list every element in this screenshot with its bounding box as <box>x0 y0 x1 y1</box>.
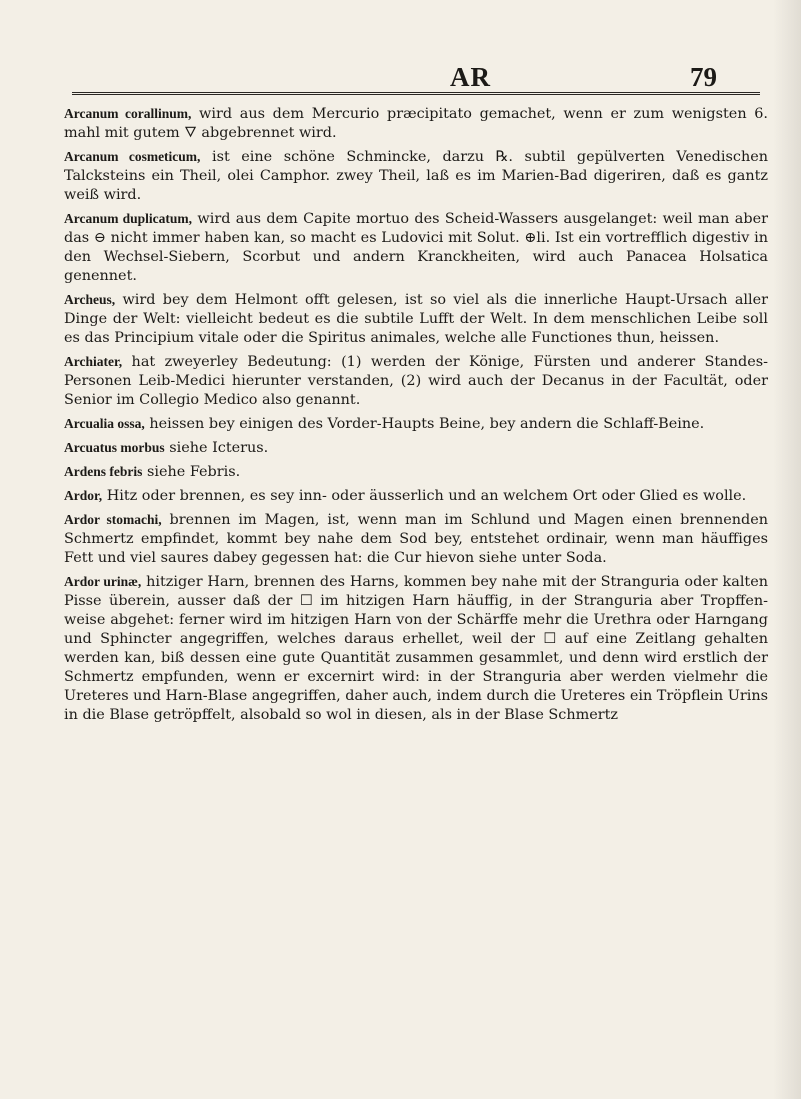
entry-lemma: Ardor, <box>64 488 103 503</box>
page-edge-shadow <box>773 0 801 1099</box>
entry-archeus <box>64 290 768 348</box>
entry-lemma: Archiater, <box>64 354 123 369</box>
entry-ardor-stomachi <box>64 510 768 568</box>
entry-lemma: Archeus, <box>64 292 116 307</box>
entry-text: heissen bey einigen des Vorder-Haupts Beine, bey andern die Schlaff-Beine. <box>149 416 705 432</box>
entry-lemma: Arcanum corallinum, <box>64 106 192 121</box>
entry-text: wird aus dem Capite mortuo des Scheid-Wassers ausgelanget: weil man aber das ⊖ nicht immer haben kan, so macht es Ludovici mit Solut. ⊕li. Ist ein vortrefflich digestiv in den Wechsel-Siebern, Scorbut und andern Kranckheiten, wird auch Panacea Holsatica genennet. <box>64 211 768 284</box>
entry-text: brennen im Magen, ist, wenn man im Schlund und Magen einen brennenden Schmertz empfindet, kommt bey nahe dem Sod bey, entstehet ordinair, wenn man häuffiges Fett und viel saures dabey gegessen hat: die Cur hievon siehe unter Soda. <box>64 512 768 566</box>
entry-ardor-urinae <box>64 572 768 725</box>
entry-text: siehe Icterus. <box>169 440 269 456</box>
page-number: 79 <box>690 62 717 92</box>
entry-arcuatus-morbus <box>64 438 768 458</box>
entry-text: Hitz oder brennen, es sey inn- oder äusserlich und an welchem Ort oder Glied es wolle. <box>106 488 747 504</box>
entry-text: wird aus dem Mercurio præcipitato gemachet, wenn er zum wenigsten 6. mahl mit gutem 🜄 abgebrennet wird. <box>64 106 768 141</box>
entry-lemma: Ardor stomachi, <box>64 512 162 527</box>
entry-lemma: Arcuatus morbus <box>64 440 165 455</box>
entry-text: hat zweyerley Bedeutung: (1) werden der Könige, Fürsten und anderer Standes-Personen Leib-Medici hierunter verstanden, (2) wird auch der Decanus in der Facultät, oder Senior im Collegio Medico also genannt. <box>64 354 768 408</box>
entry-arcanum-duplicatum <box>64 209 768 286</box>
entry-text: ist eine schöne Schmincke, darzu ℞. subtil gepülverten Venedischen Talcksteins ein Theil, olei Camphor. zwey Theil, laß es im Marien-Bad digeriren, daß es gantz weiß wird. <box>64 149 768 203</box>
entry-arcanum-corallinum <box>64 104 768 143</box>
entry-lemma: Ardor urinæ, <box>64 574 142 589</box>
entry-ardor <box>64 486 768 506</box>
header-rule <box>72 92 760 95</box>
entry-text: hitziger Harn, brennen des Harns, kommen bey nahe mit der Stranguria oder kalten Pisse überein, ausser daß der ☐ im hitzigen Harn häuffig, in der Stranguria aber Tropffen-weise abgehet: ferner wird im hitzigen Harn von der Schärffe mehr die Urethra oder Harngang und Sphincter angegriffen, welches daraus erhellet, weil der ☐ auf eine Zeitlang gehalten werden kan, biß dessen eine gute Quantität zusammen gesammlet, und denn wird erstlich der Schmertz empfunden, wenn er excernirt wird: in der Stranguria aber werden vielmehr die Ureteres und Harn-Blase angegriffen, daher auch, indem durch die Ureteres ein Tröpflein Urins in die Blase getröpffelt, alsobald so wol in diesen, als in der Blase Schmertz <box>64 574 768 723</box>
entry-lemma: Arcanum cosmeticum, <box>64 149 201 164</box>
entry-archiater <box>64 352 768 410</box>
dictionary-body <box>64 104 768 1094</box>
entry-ardens-febris <box>64 462 768 482</box>
entry-lemma: Arcanum duplicatum, <box>64 211 193 226</box>
page-header <box>70 62 770 96</box>
entry-lemma: Ardens febris <box>64 464 143 479</box>
entry-arcanum-cosmeticum <box>64 147 768 205</box>
entry-arcualia-ossa <box>64 414 768 434</box>
entry-lemma: Arcualia ossa, <box>64 416 145 431</box>
running-head: AR <box>450 62 491 92</box>
entry-text: wird bey dem Helmont offt gelesen, ist so viel als die innerliche Haupt-Ursach aller Dinge der Welt: vielleicht bedeut es die subtile Lufft der Welt. In dem menschlichen Leibe soll es das Principium vitale oder die Spiritus animales, welche alle Functiones thun, heissen. <box>64 292 768 346</box>
entry-text: siehe Febris. <box>146 464 241 480</box>
